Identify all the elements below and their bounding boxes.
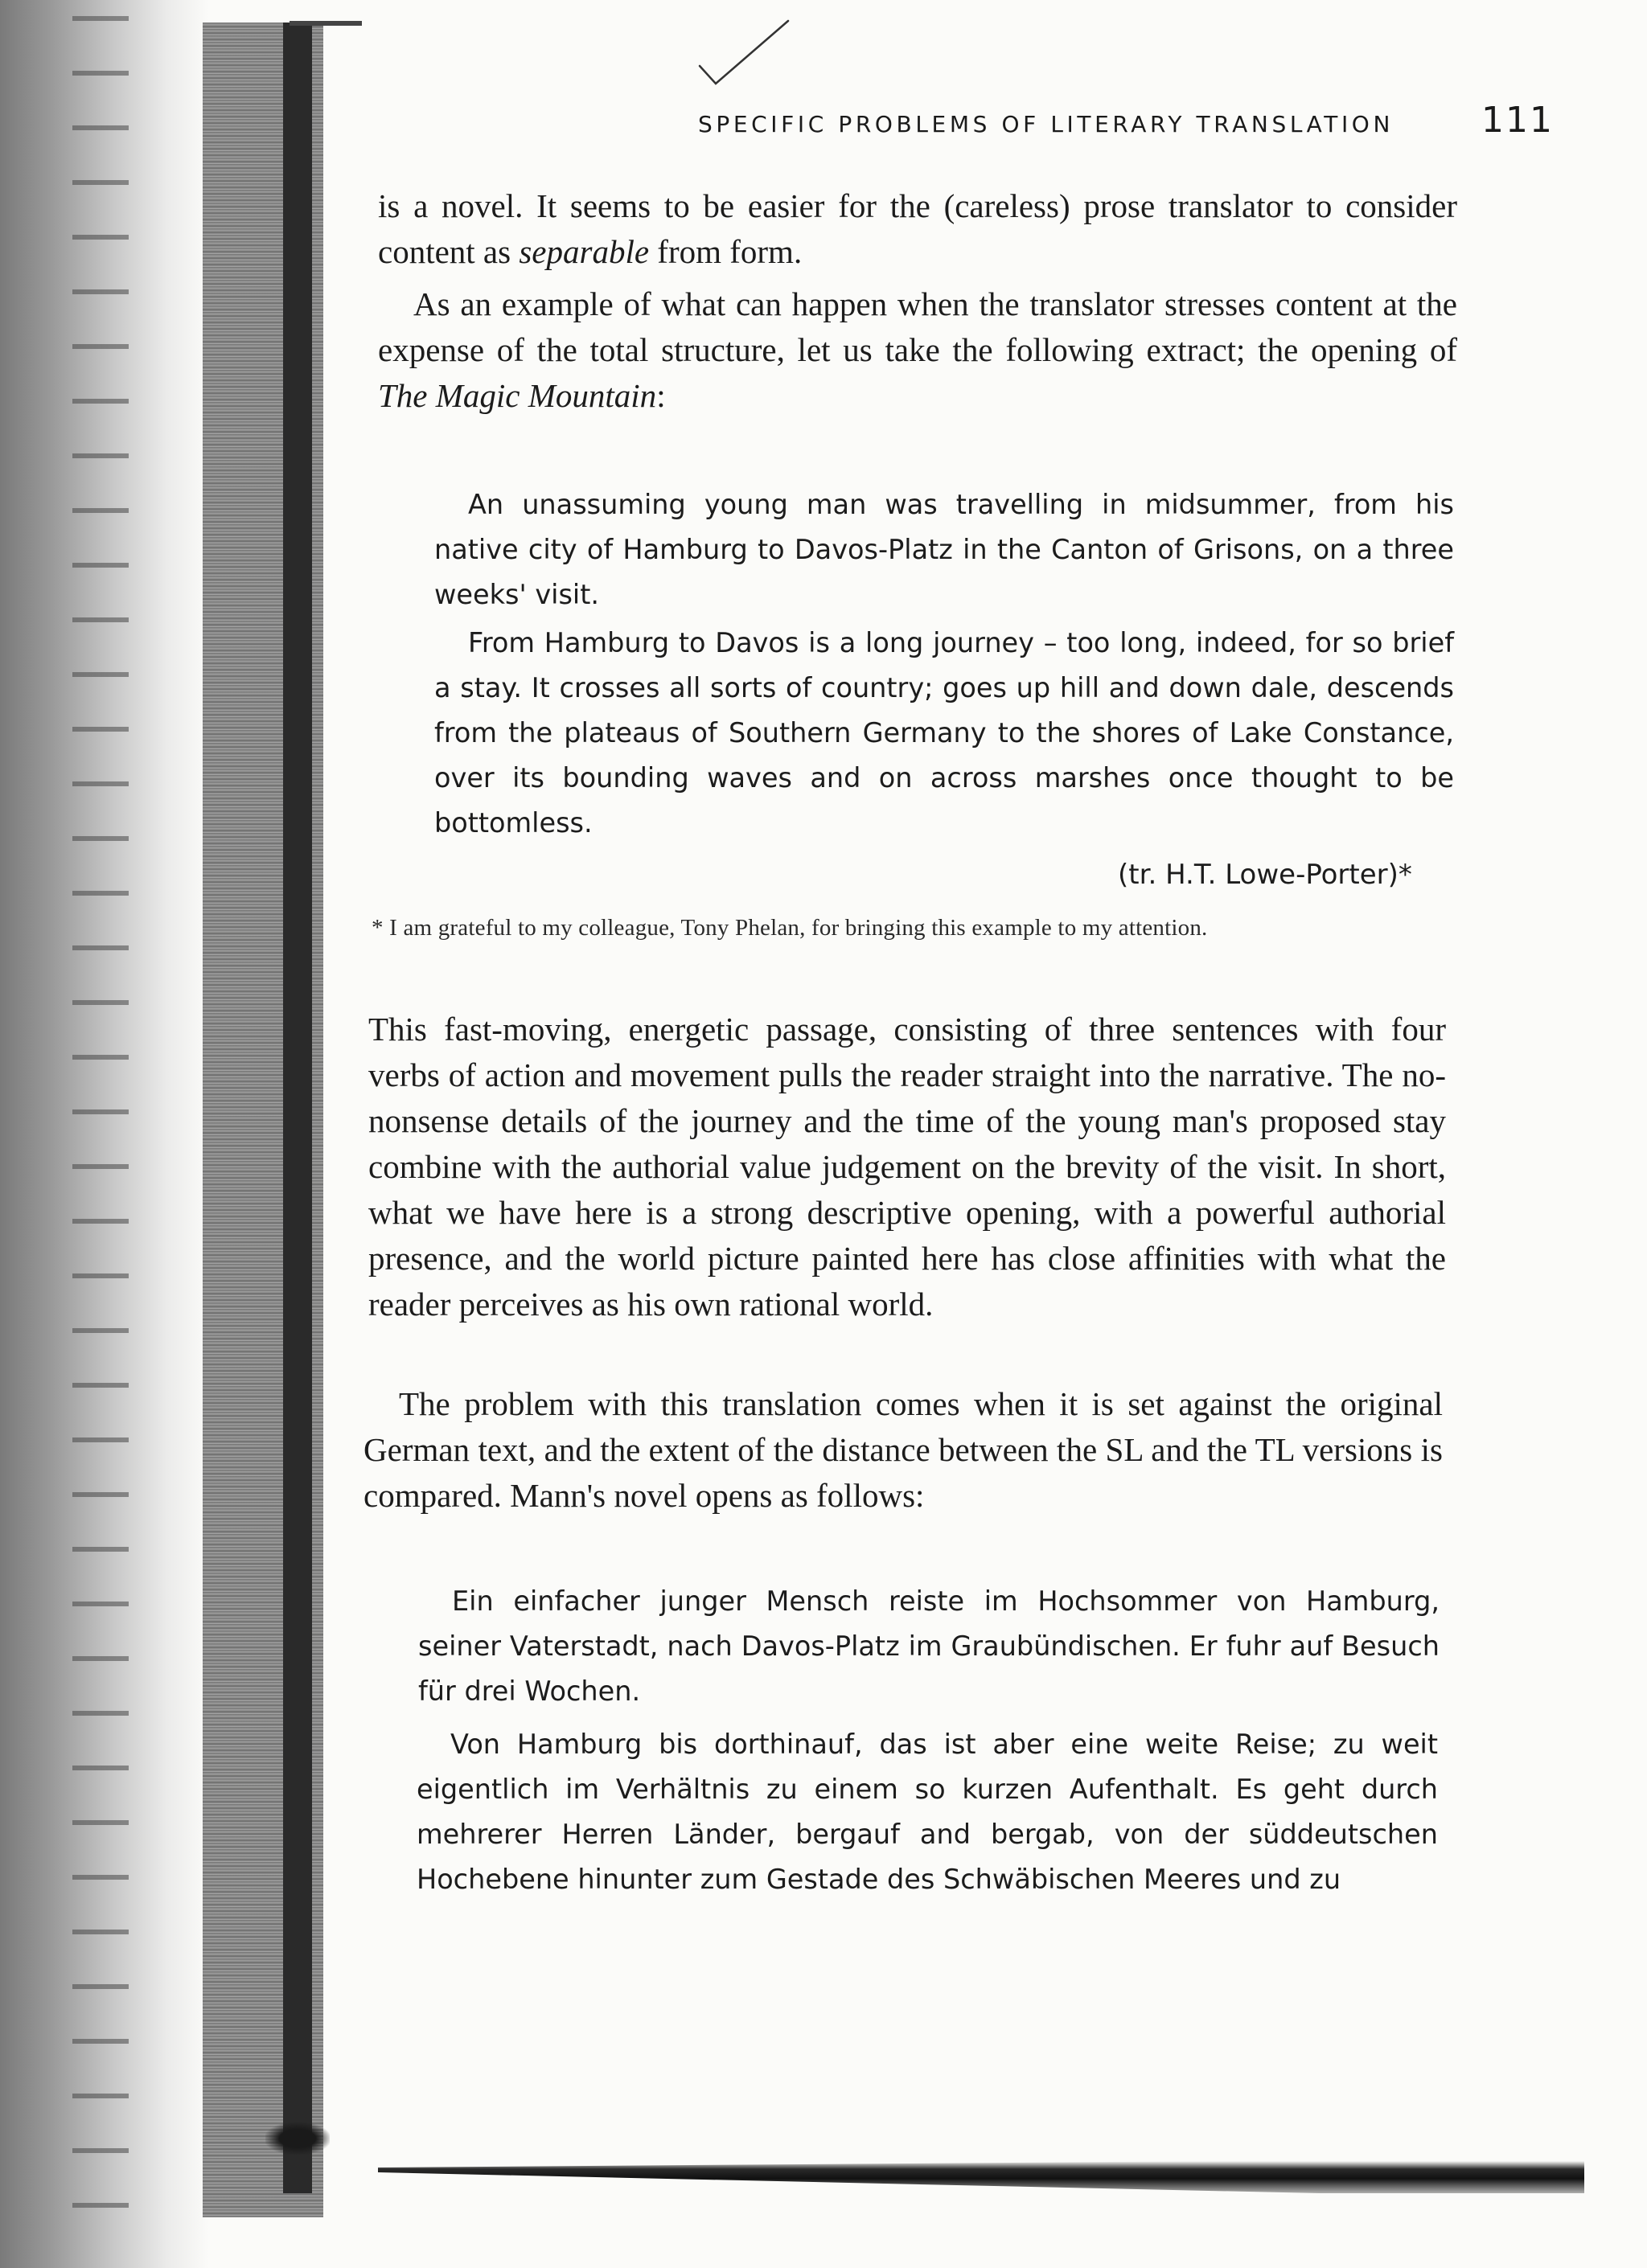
- page-number: 111: [1481, 100, 1554, 141]
- paragraph-4: [363, 1381, 1443, 1519]
- paragraph-2-italic-title: The Magic Mountain: [378, 377, 657, 414]
- english-extract-text-2: From Hamburg to Davos is a long journey – too long, indeed, for so brief a stay. It crosses all sorts of country; goes up hill and down dale, descends from the plateaus of Southern Germany to the shores of Lake Constance, over its bounding waves and on across marshes once thought to be bottomless.: [434, 627, 1454, 839]
- paragraph-2-text-after: :: [656, 377, 666, 414]
- english-extract-paragraph-2: [434, 621, 1454, 846]
- binding-ticks: [72, 16, 129, 2251]
- german-extract-paragraph-1: [418, 1579, 1440, 1714]
- bottom-scan-shadow: [378, 2161, 1584, 2193]
- paragraph-4-text: The problem with this translation comes when it is set against the original German text, and the extent of the distance between the SL and the TL versions is compared. Mann's novel opens as follows:: [363, 1385, 1443, 1514]
- spine-line: [283, 23, 312, 2193]
- paragraph-2-text-before: As an example of what can happen when the translator stresses content at the expense of the total structure, let us take the following extract; the opening of: [378, 285, 1457, 368]
- checkmark-icon: [698, 18, 795, 90]
- english-extract-paragraph-1: [434, 482, 1454, 617]
- running-head: SPECIFIC PROBLEMS OF LITERARY TRANSLATION: [698, 111, 1394, 137]
- english-extract-text-1: An unassuming young man was travelling in midsummer, from his native city of Hamburg to Davos-Platz in the Canton of Grisons, on a three weeks' visit.: [434, 489, 1454, 610]
- german-extract-paragraph-2: [417, 1722, 1438, 1902]
- german-extract-text-2: Von Hamburg bis dorthinauf, das ist aber eine weite Reise; zu weit eigentlich im Verhältnis zu einem so kurzen Aufenthalt. Es geht durch mehrerer Herren Länder, bergauf and bergab, von der süddeutschen Hochebene hinunter zum Gestade des Schwäbischen Meeres und zu: [417, 1729, 1438, 1895]
- paragraph-3-text: This fast-moving, energetic passage, consisting of three sentences with four verbs of action and movement pulls the reader straight into the narrative. The no-nonsense details of the journey and the time of the young man's proposed stay combine with the authorial value judgement on the brevity of the visit. In short, what we have here is a strong descriptive opening, with a powerful authorial presence, and the world picture painted here has close affinities with what the reader perceives as his own rational world.: [368, 1011, 1446, 1323]
- paragraph-2: [378, 281, 1457, 419]
- spine-foot: [265, 2122, 330, 2155]
- paragraph-1-text-before: is a novel. It seems to be easier for the (careless) prose translator to consider content as: [378, 187, 1457, 270]
- footnote: * I am grateful to my colleague, Tony Phelan, for bringing this example to my attention.: [372, 915, 1208, 941]
- translator-attribution: (tr. H.T. Lowe-Porter)*: [1118, 859, 1412, 891]
- paragraph-3: [368, 1007, 1446, 1327]
- paragraph-1-text-after: from form.: [649, 233, 803, 270]
- german-extract-text-1: Ein einfacher junger Mensch reiste im Hochsommer von Hamburg, seiner Vaterstadt, nach Davos-Platz im Graubündischen. Er fuhr auf Besuch für drei Wochen.: [418, 1585, 1440, 1707]
- top-edge-mark: [290, 21, 362, 26]
- paragraph-1-italic-word: separable: [519, 233, 650, 270]
- paragraph-1: [378, 183, 1457, 275]
